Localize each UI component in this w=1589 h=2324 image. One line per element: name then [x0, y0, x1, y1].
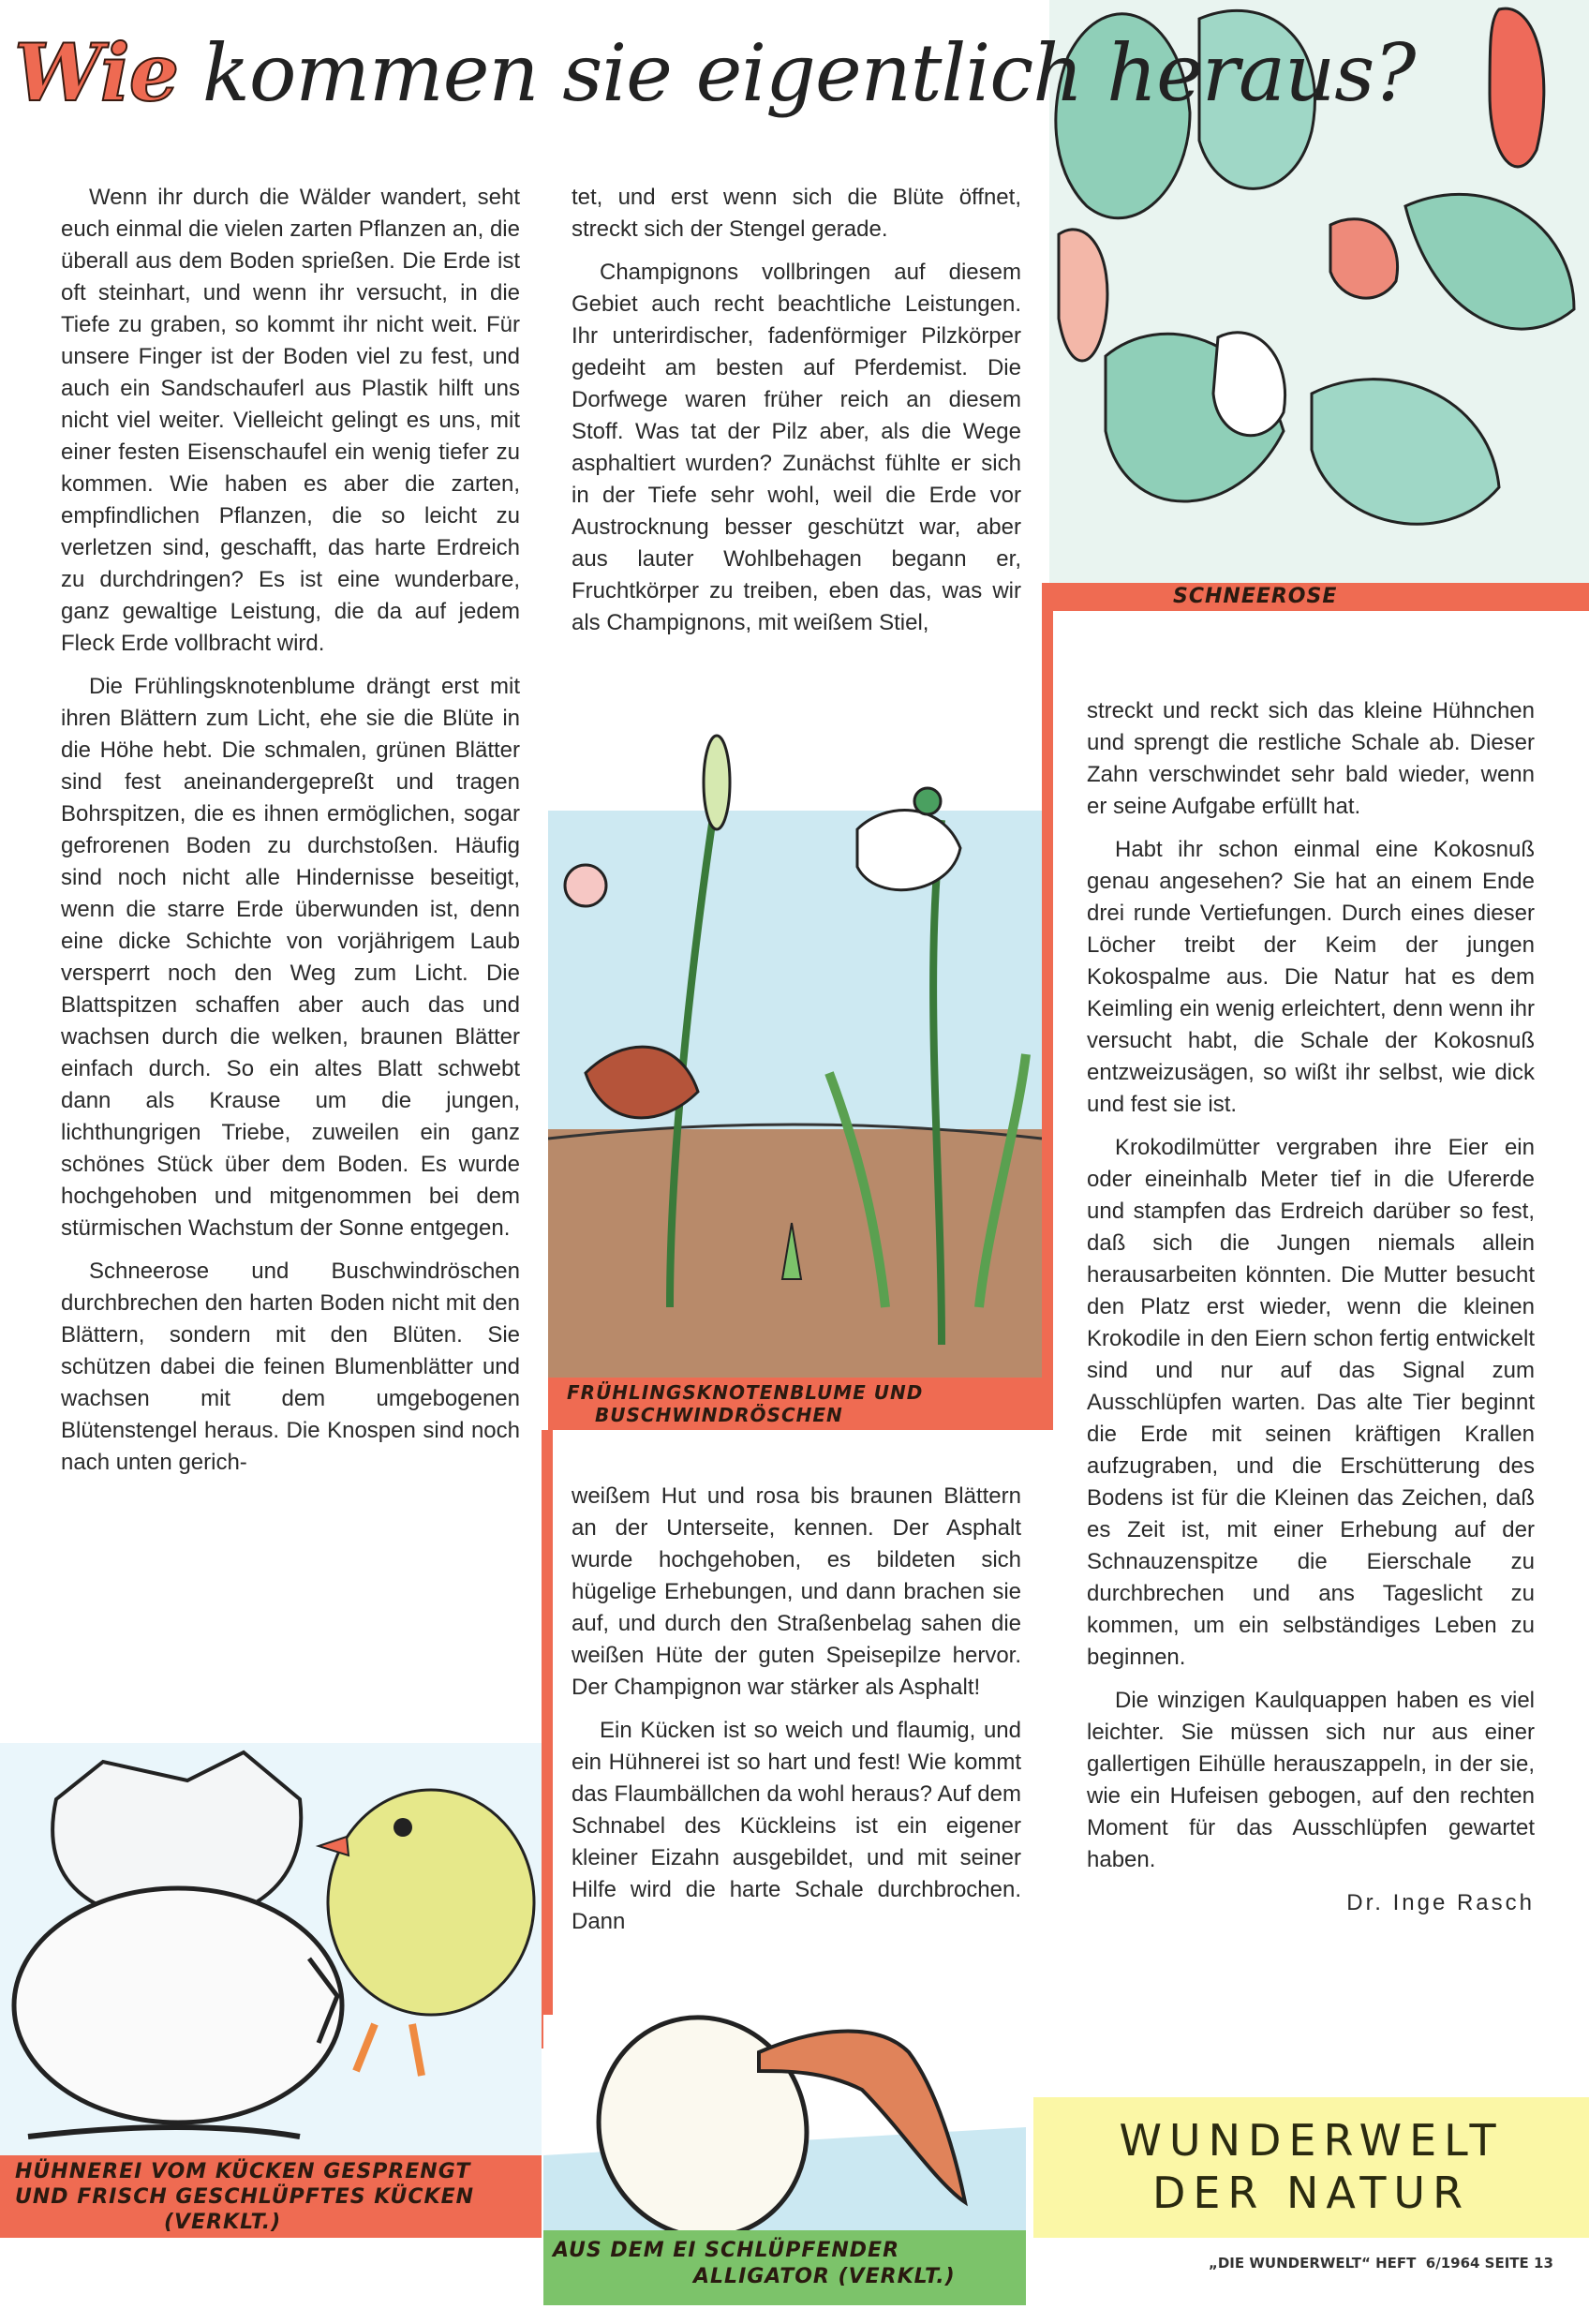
- paragraph: Habt ihr schon einmal eine Kokosnuß genau angesehen? Sie hat an einem Ende drei runde Vertiefungen. Durch eines dieser Löcher treibt der Keim der jungen Kokospalme aus. Die Natur hat es dem Keimling ein wenig erleichtert, denn wenn ihr versucht habt, die Schale der Kokosnuß entzweizusägen, so wißt ihr selbst, wie dick und fest sie ist.: [1087, 837, 1535, 1117]
- alligator-caption-line-2: ALLIGATOR (VERKLT.): [693, 2265, 956, 2288]
- fruehling-caption-band: [548, 1378, 1053, 1430]
- article-column-1: [61, 182, 520, 1490]
- paragraph: Champignons vollbringen auf diesem Gebiet auch recht beachtliche Leistungen. Ihr unterirdischer, fadenförmiger Pilzkörper gedeiht am besten auf Pferdemist. Die Dorfwege waren früher reich an diesem Stoff. Was tat der Pilz aber, als die Wege asphaltiert wurden? Zunächst fühlte er sich in der Tiefe sehr wohl, weil die Erde vor Austrocknung besser geschützt war, aber aus lauter Wohlbehagen begann er, Fruchtkörper zu treiben, eben das, was wir als Champignons, mit weißem Stiel,: [572, 260, 1021, 635]
- alligator-illustration: [543, 2015, 1026, 2232]
- article-title: [14, 26, 1415, 120]
- section-title-box: [1033, 2097, 1589, 2238]
- section-title-line-2: DER NATUR: [1151, 2168, 1471, 2218]
- title-rest: kommen sie eigentlich heraus?: [201, 27, 1416, 119]
- fruehling-caption-line-1: FRÜHLINGSKNOTENBLUME UND: [567, 1381, 924, 1404]
- article-column-3: [1087, 695, 1535, 1919]
- paragraph: Wenn ihr durch die Wälder wandert, seht euch einmal die vielen zarten Pflanzen an, die überall aus dem Boden sprießen. Die Erde ist oft steinhart, und wenn ihr versucht, in die Tiefe zu graben, so kommt ihr nicht weit. Für unsere Finger ist der Boden viel zu fest, und auch ein Sandschauferl aus Plastik hilft uns nicht viel weiter. Vielleicht gelingt es uns, mit einer festen Eisenschaufel ein wenig tiefer zu kommen. Wie haben es aber die zarten, empfindlichen Pflanzen, die so leicht zu verletzen sind, geschafft, das harte Erdreich zu durchdringen? Es ist eine wunderbare, ganz gewaltige Leistung, die da auf jedem Fleck Erde vollbracht wird.: [61, 185, 520, 656]
- author: Dr. Inge Rasch: [1346, 1890, 1535, 1915]
- paragraph: tet, und erst wenn sich die Blüte öffnet, streckt sich der Stengel gerade.: [572, 185, 1021, 242]
- alligator-caption-band: [543, 2230, 1026, 2305]
- paragraph: Krokodilmütter vergraben ihre Eier ein oder eineinhalb Meter tief in die Ufererde und stampfen das Erdreich darüber so fest, daß sich die Jungen niemals allein herausarbeiten könnten. Die Mutter besucht den Platz erst wieder, wenn die kleinen Krokodile in den Eiern schon fertig entwickelt sind und nur auf das Signal zum Ausschlüpfen warten. Das alte Tier beginnt die Erde mit seinen kräftigen Krallen aufzugraben, und die Erschütterung des Bodens ist für die Kleinen das Zeichen, daß es Zeit ist, mit einer Erhebung auf der Schnauzenspitze die Eierschale zu durchbrechen und ans Tageslicht zu kommen, um ein selbständiges Leben zu beginnen.: [1087, 1135, 1535, 1670]
- chick-caption-line-3: (VERKLT.): [164, 2211, 282, 2234]
- fruehling-caption-line-2: BUSCHWINDRÖSCHEN: [595, 1404, 843, 1426]
- article-column-2-bottom: [572, 1481, 1021, 1949]
- paragraph: Die winzigen Kaulquappen haben es viel leichter. Sie müssen sich nur aus einer gallertigen Eihülle herauszappeln, in der sie, wie ein Hufeisen gebogen, auf den rechten Moment für das Ausschlüpfen gewartet haben.: [1087, 1688, 1535, 1872]
- chick-illustration: [0, 1743, 542, 2155]
- chick-caption-band: [0, 2155, 542, 2238]
- paragraph: streckt und reckt sich das kleine Hühnchen und sprengt die restliche Schale ab. Dieser Zahn verschwindet sehr bald wieder, wenn er seine Aufgabe erfüllt hat.: [1087, 698, 1535, 819]
- article-column-2-top: [572, 182, 1021, 650]
- schneerose-caption: SCHNEEROSE: [1173, 585, 1338, 608]
- alligator-caption-line-1: AUS DEM EI SCHLÜPFENDER: [553, 2239, 900, 2262]
- paragraph: weißem Hut und rosa bis braunen Blättern an der Unterseite, kennen. Der Asphalt wurde hochgehoben, es bildeten sich hügelige Erhebungen, und dann brachen sie auf, und durch den Straßenbelag sahen die weißen Hüte der guten Speisepilze hervor. Der Champignon war stärker als Asphalt!: [572, 1483, 1021, 1700]
- page-footer: „DIE WUNDERWELT“ HEFT 6/1964 SEITE 13: [1209, 2255, 1553, 2272]
- chick-caption-line-2: UND FRISCH GESCHLÜPFTES KÜCKEN: [15, 2185, 475, 2209]
- title-first-word: Wie: [14, 26, 179, 119]
- chick-caption-line-1: HÜHNEREI VOM KÜCKEN GESPRENGT: [15, 2160, 471, 2183]
- schneerose-caption-band: [1042, 583, 1589, 611]
- fruehlingsknotenblume-illustration: [548, 698, 1042, 1380]
- red-divider-vertical-lower: [542, 1430, 553, 2048]
- red-divider-vertical: [1042, 609, 1053, 1387]
- section-title-line-1: WUNDERWELT: [1119, 2115, 1504, 2166]
- paragraph: Schneerose und Buschwindröschen durchbrechen den harten Boden nicht mit den Blättern, sondern mit den Blüten. Sie schützen dabei die feinen Blumenblätter und wachsen mit dem umgebogenen Blütenstengel heraus. Die Knospen sind noch nach unten gerich-: [61, 1259, 520, 1475]
- paragraph: Ein Kücken ist so weich und flaumig, und ein Hühnerei ist so hart und fest! Wie kommt das Flaumbällchen da wohl heraus? Auf dem Schnabel des Kückleins ist ein eigener kleiner Eizahn ausgebildet, und mit seiner Hilfe wird die harte Schale durchbrochen. Dann: [572, 1718, 1021, 1934]
- paragraph: Die Frühlingsknotenblume drängt erst mit ihren Blättern zum Licht, ehe sie die Blüte in die Höhe hebt. Die schmalen, grünen Blätter sind fest aneinandergepreßt und tragen Bohrspitzen, die es ihnen ermöglichen, sogar gefrorenen Boden zu durchstoßen. Häufig sind noch nicht alle Hindernisse beseitigt, wenn die starre Erde überwunden ist, denn eine dicke Schichte von vorjährigem Laub versperrt noch den Weg zum Licht. Die Blattspitzen schaffen aber auch das und wachsen durch die welken, braunen Blätter einfach durch. So ein altes Blatt schwebt dann als Krause um die jungen, lichthungrigen Triebe, zuweilen ein ganz schönes Stück über dem Boden. Es wurde hochgehoben und mitgenommen bei dem stürmischen Wachstum der Sonne entgegen.: [61, 674, 520, 1241]
